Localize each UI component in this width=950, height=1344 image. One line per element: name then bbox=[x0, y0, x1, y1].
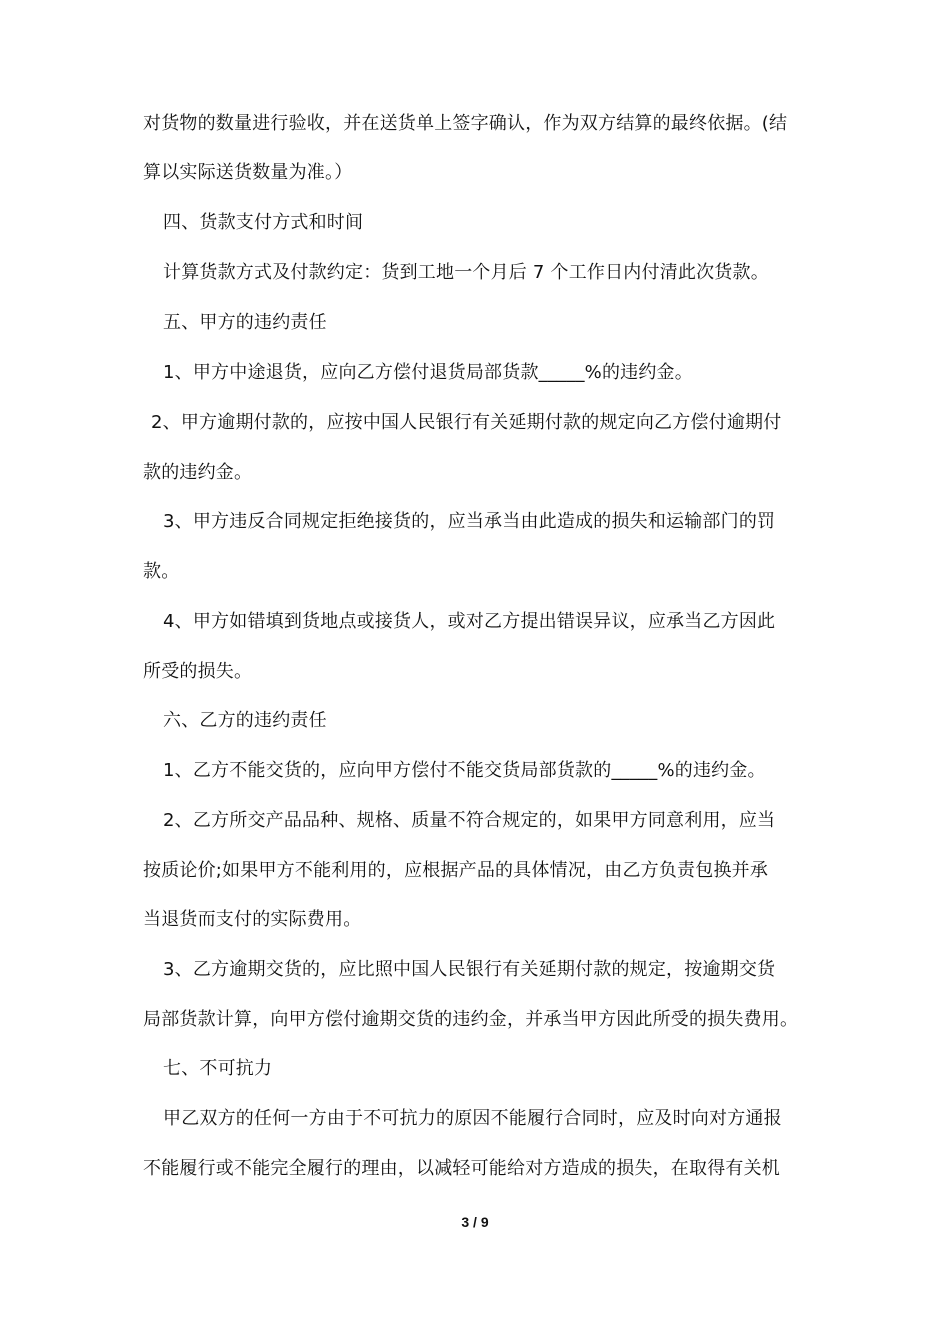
clause-line: 款的违约金。 bbox=[143, 462, 253, 483]
clause-line: 2、乙方所交产品品种、规格、质量不符合规定的，如果甲方同意利用，应当 bbox=[163, 810, 776, 831]
section-heading: 五、甲方的违约责任 bbox=[163, 312, 327, 333]
section-heading: 四、货款支付方式和时间 bbox=[163, 212, 364, 233]
clause-line: 3、甲方违反合同规定拒绝接货的，应当承当由此造成的损失和运输部门的罚 bbox=[163, 511, 776, 532]
paragraph-line: 算以实际送货数量为准。） bbox=[143, 162, 353, 183]
page-number: 3 / 9 bbox=[461, 1214, 489, 1230]
paragraph-line: 甲乙双方的任何一方由于不可抗力的原因不能履行合同时，应及时向对方通报 bbox=[163, 1108, 782, 1129]
clause-line: 局部货款计算，向甲方偿付逾期交货的违约金，并承当甲方因此所受的损失费用。 bbox=[143, 1009, 799, 1030]
clause-line: 所受的损失。 bbox=[143, 661, 253, 682]
paragraph-line: 不能履行或不能完全履行的理由，以减轻可能给对方造成的损失，在取得有关机 bbox=[143, 1158, 780, 1179]
clause-line: 1、乙方不能交货的，应向甲方偿付不能交货局部货款的_____%的违约金。 bbox=[163, 760, 766, 781]
clause-line: 1、甲方中途退货，应向乙方偿付退货局部货款_____%的违约金。 bbox=[163, 362, 693, 383]
clause-line: 按质论价;如果甲方不能利用的，应根据产品的具体情况，由乙方负责包换并承 bbox=[143, 860, 769, 881]
section-heading: 六、乙方的违约责任 bbox=[163, 710, 327, 731]
paragraph-line: 计算货款方式及付款约定：货到工地一个月后 7 个工作日内付清此次货款。 bbox=[163, 262, 769, 283]
clause-line: 2、甲方逾期付款的，应按中国人民银行有关延期付款的规定向乙方偿付逾期付 bbox=[151, 412, 782, 433]
clause-line: 款。 bbox=[143, 561, 180, 582]
clause-line: 当退货而支付的实际费用。 bbox=[143, 909, 362, 930]
paragraph-line: 对货物的数量进行验收，并在送货单上签字确认，作为双方结算的最终依据。(结 bbox=[143, 113, 788, 134]
section-heading: 七、不可抗力 bbox=[163, 1058, 273, 1079]
clause-line: 3、乙方逾期交货的，应比照中国人民银行有关延期付款的规定，按逾期交货 bbox=[163, 959, 776, 980]
clause-line: 4、甲方如错填到货地点或接货人，或对乙方提出错误异议，应承当乙方因此 bbox=[163, 611, 776, 632]
